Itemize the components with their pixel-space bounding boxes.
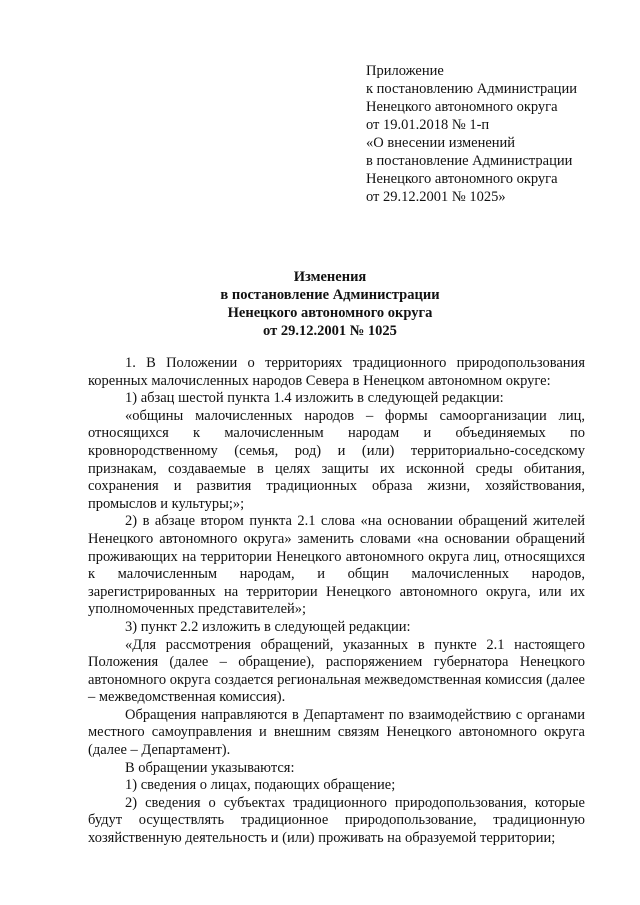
paragraph: 1) абзац шестой пункта 1.4 изложить в следующей редакции: [125, 390, 504, 407]
appendix-line: Ненецкого автономного округа [366, 99, 558, 115]
paragraph: «Для рассмотрения обращений, указанных в пункте 2.1 настоящего Положения (далее – обращение), распоряжением губернатора Ненецкого автономного округа создается региональная межведомственная комиссия (далее – межведомственная комиссия). [88, 636, 585, 706]
title-line: в постановление Администрации [220, 287, 440, 303]
paragraph: 1) сведения о лицах, подающих обращение; [125, 777, 396, 794]
paragraph: 2) сведения о субъектах традиционного природопользования, которые будут осуществлять традиционное природопользование, традиционную хозяйственную деятельность и (или) проживать на образуемой территории; [88, 794, 585, 847]
document-title [80, 268, 580, 340]
appendix-line: Ненецкого автономного округа [366, 171, 558, 187]
title-line: Изменения [293, 269, 367, 285]
paragraph: 2) в абзаце втором пункта 2.1 слова «на основании обращений жителей Ненецкого автономного округа» заменить словами «на основании обращений проживающих на территории Ненецкого автономного округа лиц, относящихся к малочисленным народам, и общин малочисленных народов, зарегистрированных на территории Ненецкого автономного округа, или их уполномоченных представителей»; [88, 513, 585, 618]
paragraph: 1. В Положении о территориях традиционного природопользования коренных малочисленных народов Севера в Ненецком автономном округе: [88, 355, 585, 389]
document-body [88, 355, 585, 848]
appendix-line: к постановлению Администрации [366, 81, 577, 97]
paragraph: Обращения направляются в Департамент по взаимодействию с органами местного самоуправления и внешним связям Ненецкого автономного округа (далее – Департамент). [88, 706, 585, 759]
title-line: Ненецкого автономного округа [227, 305, 433, 321]
appendix-line: «О внесении изменений [366, 135, 516, 151]
appendix-line: от 29.12.2001 № 1025» [366, 189, 506, 205]
appendix-line: от 19.01.2018 № 1-п [366, 117, 490, 133]
paragraph: 3) пункт 2.2 изложить в следующей редакции: [125, 618, 411, 635]
paragraph: В обращении указываются: [125, 759, 295, 776]
appendix-line: Приложение [366, 63, 444, 79]
title-line: от 29.12.2001 № 1025 [263, 323, 397, 339]
appendix-block [366, 62, 636, 206]
appendix-line: в постановление Администрации [366, 153, 573, 169]
paragraph: «общины малочисленных народов – формы самоорганизации лиц, относящихся к малочисленным народам и объединяемых по кровнородственному (семья, род) и (или) территориально-соседскому признакам, создаваемые в целях защиты их исконной среды обитания, сохранения и развития традиционных образа жизни, хозяйствования, промыслов и культуры;»; [88, 407, 585, 512]
